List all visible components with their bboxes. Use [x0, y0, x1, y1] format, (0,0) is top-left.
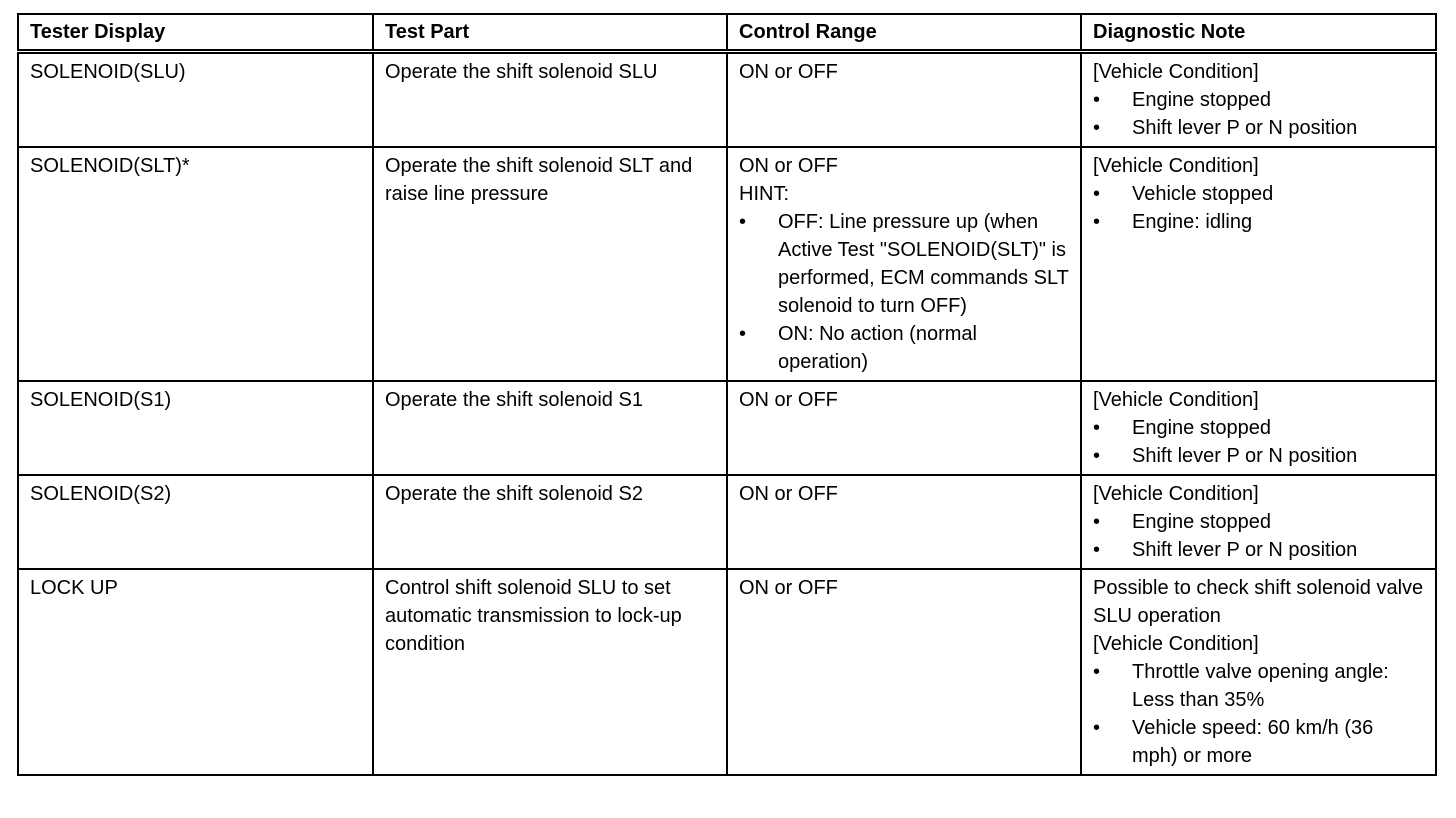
- cell-line: [Vehicle Condition]: [1093, 483, 1259, 505]
- diagnostic-note-cell: [1081, 381, 1436, 475]
- test-part-cell: Operate the shift solenoid S2: [373, 475, 727, 569]
- bullet-item: [1093, 180, 1424, 208]
- header-diagnostic-note: Diagnostic Note: [1081, 14, 1436, 52]
- diagnostic-note-cell: [1081, 475, 1436, 569]
- bullet-list: [1093, 180, 1424, 236]
- bullet-text: Throttle valve opening angle: Less than 35%: [1132, 661, 1389, 711]
- bullet-item: [1093, 536, 1424, 564]
- header-tester-display: Tester Display: [18, 14, 373, 52]
- control-range-cell: [727, 147, 1081, 381]
- table-body: [18, 52, 1436, 776]
- table-row: [18, 569, 1436, 775]
- bullet-icon: •: [1093, 89, 1101, 111]
- bullet-list: [739, 208, 1069, 376]
- header-test-part: Test Part: [373, 14, 727, 52]
- control-range-cell: [727, 475, 1081, 569]
- cell-line: ON or OFF: [739, 577, 838, 599]
- table-row: [18, 381, 1436, 475]
- bullet-item: [1093, 714, 1424, 770]
- active-test-table: [17, 13, 1437, 776]
- table-row: [18, 147, 1436, 381]
- tester-display-cell: SOLENOID(SLU): [18, 52, 373, 148]
- diagnostic-note-cell: [1081, 147, 1436, 381]
- tester-display-cell: SOLENOID(S2): [18, 475, 373, 569]
- table-row: [18, 52, 1436, 148]
- bullet-icon: •: [1093, 117, 1101, 139]
- table-header: [18, 14, 1436, 52]
- cell-line: ON or OFF: [739, 483, 838, 505]
- bullet-item: [1093, 658, 1424, 714]
- bullet-list: [1093, 508, 1424, 564]
- bullet-text: Engine stopped: [1132, 89, 1272, 111]
- cell-line: [Vehicle Condition]: [1093, 61, 1259, 83]
- header-control-range: Control Range: [727, 14, 1081, 52]
- cell-line: ON or OFF: [739, 61, 838, 83]
- test-part-cell: Operate the shift solenoid S1: [373, 381, 727, 475]
- bullet-text: Shift lever P or N position: [1132, 445, 1358, 467]
- cell-line: [Vehicle Condition]: [1093, 633, 1259, 655]
- bullet-item: [739, 208, 1069, 320]
- bullet-icon: •: [739, 323, 747, 345]
- cell-line: [Vehicle Condition]: [1093, 389, 1259, 411]
- bullet-text: OFF: Line pressure up (when Active Test "SOLENOID(SLT)" is performed, ECM commands SLT solenoid to turn OFF): [778, 211, 1069, 317]
- bullet-icon: •: [1093, 445, 1101, 467]
- cell-line: Possible to check shift solenoid valve SLU operation: [1093, 577, 1424, 627]
- bullet-item: [1093, 442, 1424, 470]
- header-row: [18, 14, 1436, 52]
- tester-display-cell: SOLENOID(S1): [18, 381, 373, 475]
- cell-line: HINT:: [739, 183, 789, 205]
- bullet-icon: •: [1093, 717, 1101, 739]
- cell-line: ON or OFF: [739, 155, 838, 177]
- bullet-item: [1093, 86, 1424, 114]
- bullet-item: [739, 320, 1069, 376]
- bullet-list: [1093, 86, 1424, 142]
- bullet-icon: •: [739, 211, 747, 233]
- bullet-item: [1093, 414, 1424, 442]
- cell-line: [Vehicle Condition]: [1093, 155, 1259, 177]
- control-range-cell: [727, 381, 1081, 475]
- bullet-text: Engine stopped: [1132, 417, 1272, 439]
- bullet-text: Engine: idling: [1132, 211, 1253, 233]
- bullet-text: Shift lever P or N position: [1132, 117, 1358, 139]
- control-range-cell: [727, 569, 1081, 775]
- bullet-icon: •: [1093, 539, 1101, 561]
- control-range-cell: [727, 52, 1081, 148]
- bullet-list: [1093, 414, 1424, 470]
- bullet-item: [1093, 114, 1424, 142]
- test-part-cell: Control shift solenoid SLU to set automatic transmission to lock-up condition: [373, 569, 727, 775]
- bullet-item: [1093, 508, 1424, 536]
- tester-display-cell: LOCK UP: [18, 569, 373, 775]
- bullet-icon: •: [1093, 183, 1101, 205]
- bullet-text: Vehicle stopped: [1132, 183, 1274, 205]
- bullet-icon: •: [1093, 417, 1101, 439]
- bullet-text: Vehicle speed: 60 km/h (36 mph) or more: [1132, 717, 1374, 767]
- diagnostic-note-cell: [1081, 569, 1436, 775]
- bullet-item: [1093, 208, 1424, 236]
- bullet-text: ON: No action (normal operation): [778, 323, 977, 373]
- tester-display-cell: SOLENOID(SLT)*: [18, 147, 373, 381]
- bullet-text: Engine stopped: [1132, 511, 1272, 533]
- table-row: [18, 475, 1436, 569]
- bullet-icon: •: [1093, 511, 1101, 533]
- test-part-cell: Operate the shift solenoid SLU: [373, 52, 727, 148]
- bullet-list: [1093, 658, 1424, 770]
- cell-line: ON or OFF: [739, 389, 838, 411]
- bullet-icon: •: [1093, 211, 1101, 233]
- bullet-icon: •: [1093, 661, 1101, 683]
- bullet-text: Shift lever P or N position: [1132, 539, 1358, 561]
- diagnostic-note-cell: [1081, 52, 1436, 148]
- test-part-cell: Operate the shift solenoid SLT and raise line pressure: [373, 147, 727, 381]
